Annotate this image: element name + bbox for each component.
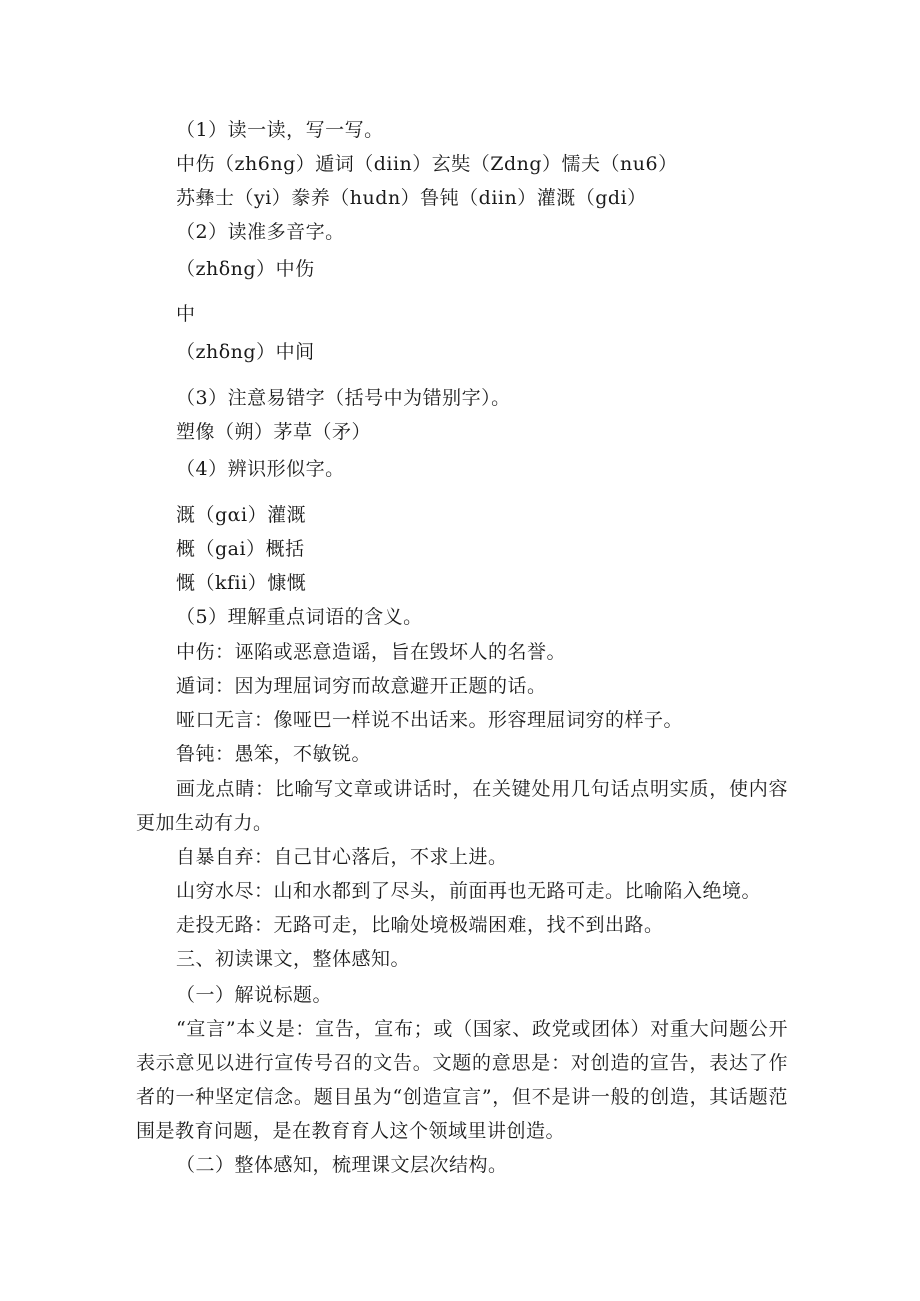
step2-heading: （2）读准多音字。 xyxy=(176,221,345,243)
definition-item: 自暴自弃：自己甘心落后，不求上进。 xyxy=(176,846,508,868)
similar-char-row: 慨（kfii）慷慨 xyxy=(176,572,307,594)
explanation-paragraph: “宣言”本义是：宣告，宣布；或（国家、政党或团体）对重大问题公开表示意见以进行宣传号召的文告。文题的意思是：对创造的宣告，表达了作者的一种坚定信念。题目虽为“创造宣言”，但不是讲一般的创造，其话题范围是教育问题，是在教育育人这个领域里讲创造。 xyxy=(136,1018,788,1142)
pinyin-row: 苏彝士（yi）豢养（hudn）鲁钝（diin）灌溉（gdi） xyxy=(176,187,647,209)
definition-item: 画龙点睛：比喻写文章或讲话时，在关键处用几句话点明实质，使内容更加生动有力。 xyxy=(136,778,788,834)
definition-item: 中伤：诬陷或恶意造谣，旨在毁坏人的名誉。 xyxy=(176,641,567,663)
definition-item: 鲁钝：愚笨，不敏锐。 xyxy=(176,743,372,765)
polyphone-reading: （zhδng）中伤 xyxy=(176,258,315,280)
step1-heading: （1）读一读，写一写。 xyxy=(176,119,384,141)
step5-heading: （5）理解重点词语的含义。 xyxy=(176,606,423,628)
typo-row: 塑像（朔）茅草（矛） xyxy=(176,421,372,443)
step4-heading: （4）辨识形似字。 xyxy=(176,458,345,480)
subsection-heading: （二）整体感知，梳理课文层次结构。 xyxy=(176,1154,508,1176)
polyphone-char: 中 xyxy=(176,303,196,325)
section-heading: 三、初读课文，整体感知。 xyxy=(176,948,411,970)
definition-item: 山穷水尽：山和水都到了尽头，前面再也无路可走。比喻陷入绝境。 xyxy=(176,880,762,902)
definition-item: 遁词：因为理屈词穷而故意避开正题的话。 xyxy=(176,675,547,697)
similar-char-row: 溉（gαi）灌溉 xyxy=(176,504,307,526)
polyphone-reading: （zhδng）中间 xyxy=(176,341,315,363)
similar-char-row: 概（gai）概括 xyxy=(176,538,305,560)
definition-item: 走投无路：无路可走，比喻处境极端困难，找不到出路。 xyxy=(176,914,664,936)
pinyin-row: 中伤（zh6ng）遁词（diin）玄奘（Zdng）懦夫（nu6） xyxy=(176,153,678,175)
step3-heading: （3）注意易错字（括号中为错别字）。 xyxy=(176,387,511,409)
subsection-heading: （一）解说标题。 xyxy=(176,984,333,1006)
definition-item: 哑口无言：像哑巴一样说不出话来。形容理屈词穷的样子。 xyxy=(176,709,684,731)
